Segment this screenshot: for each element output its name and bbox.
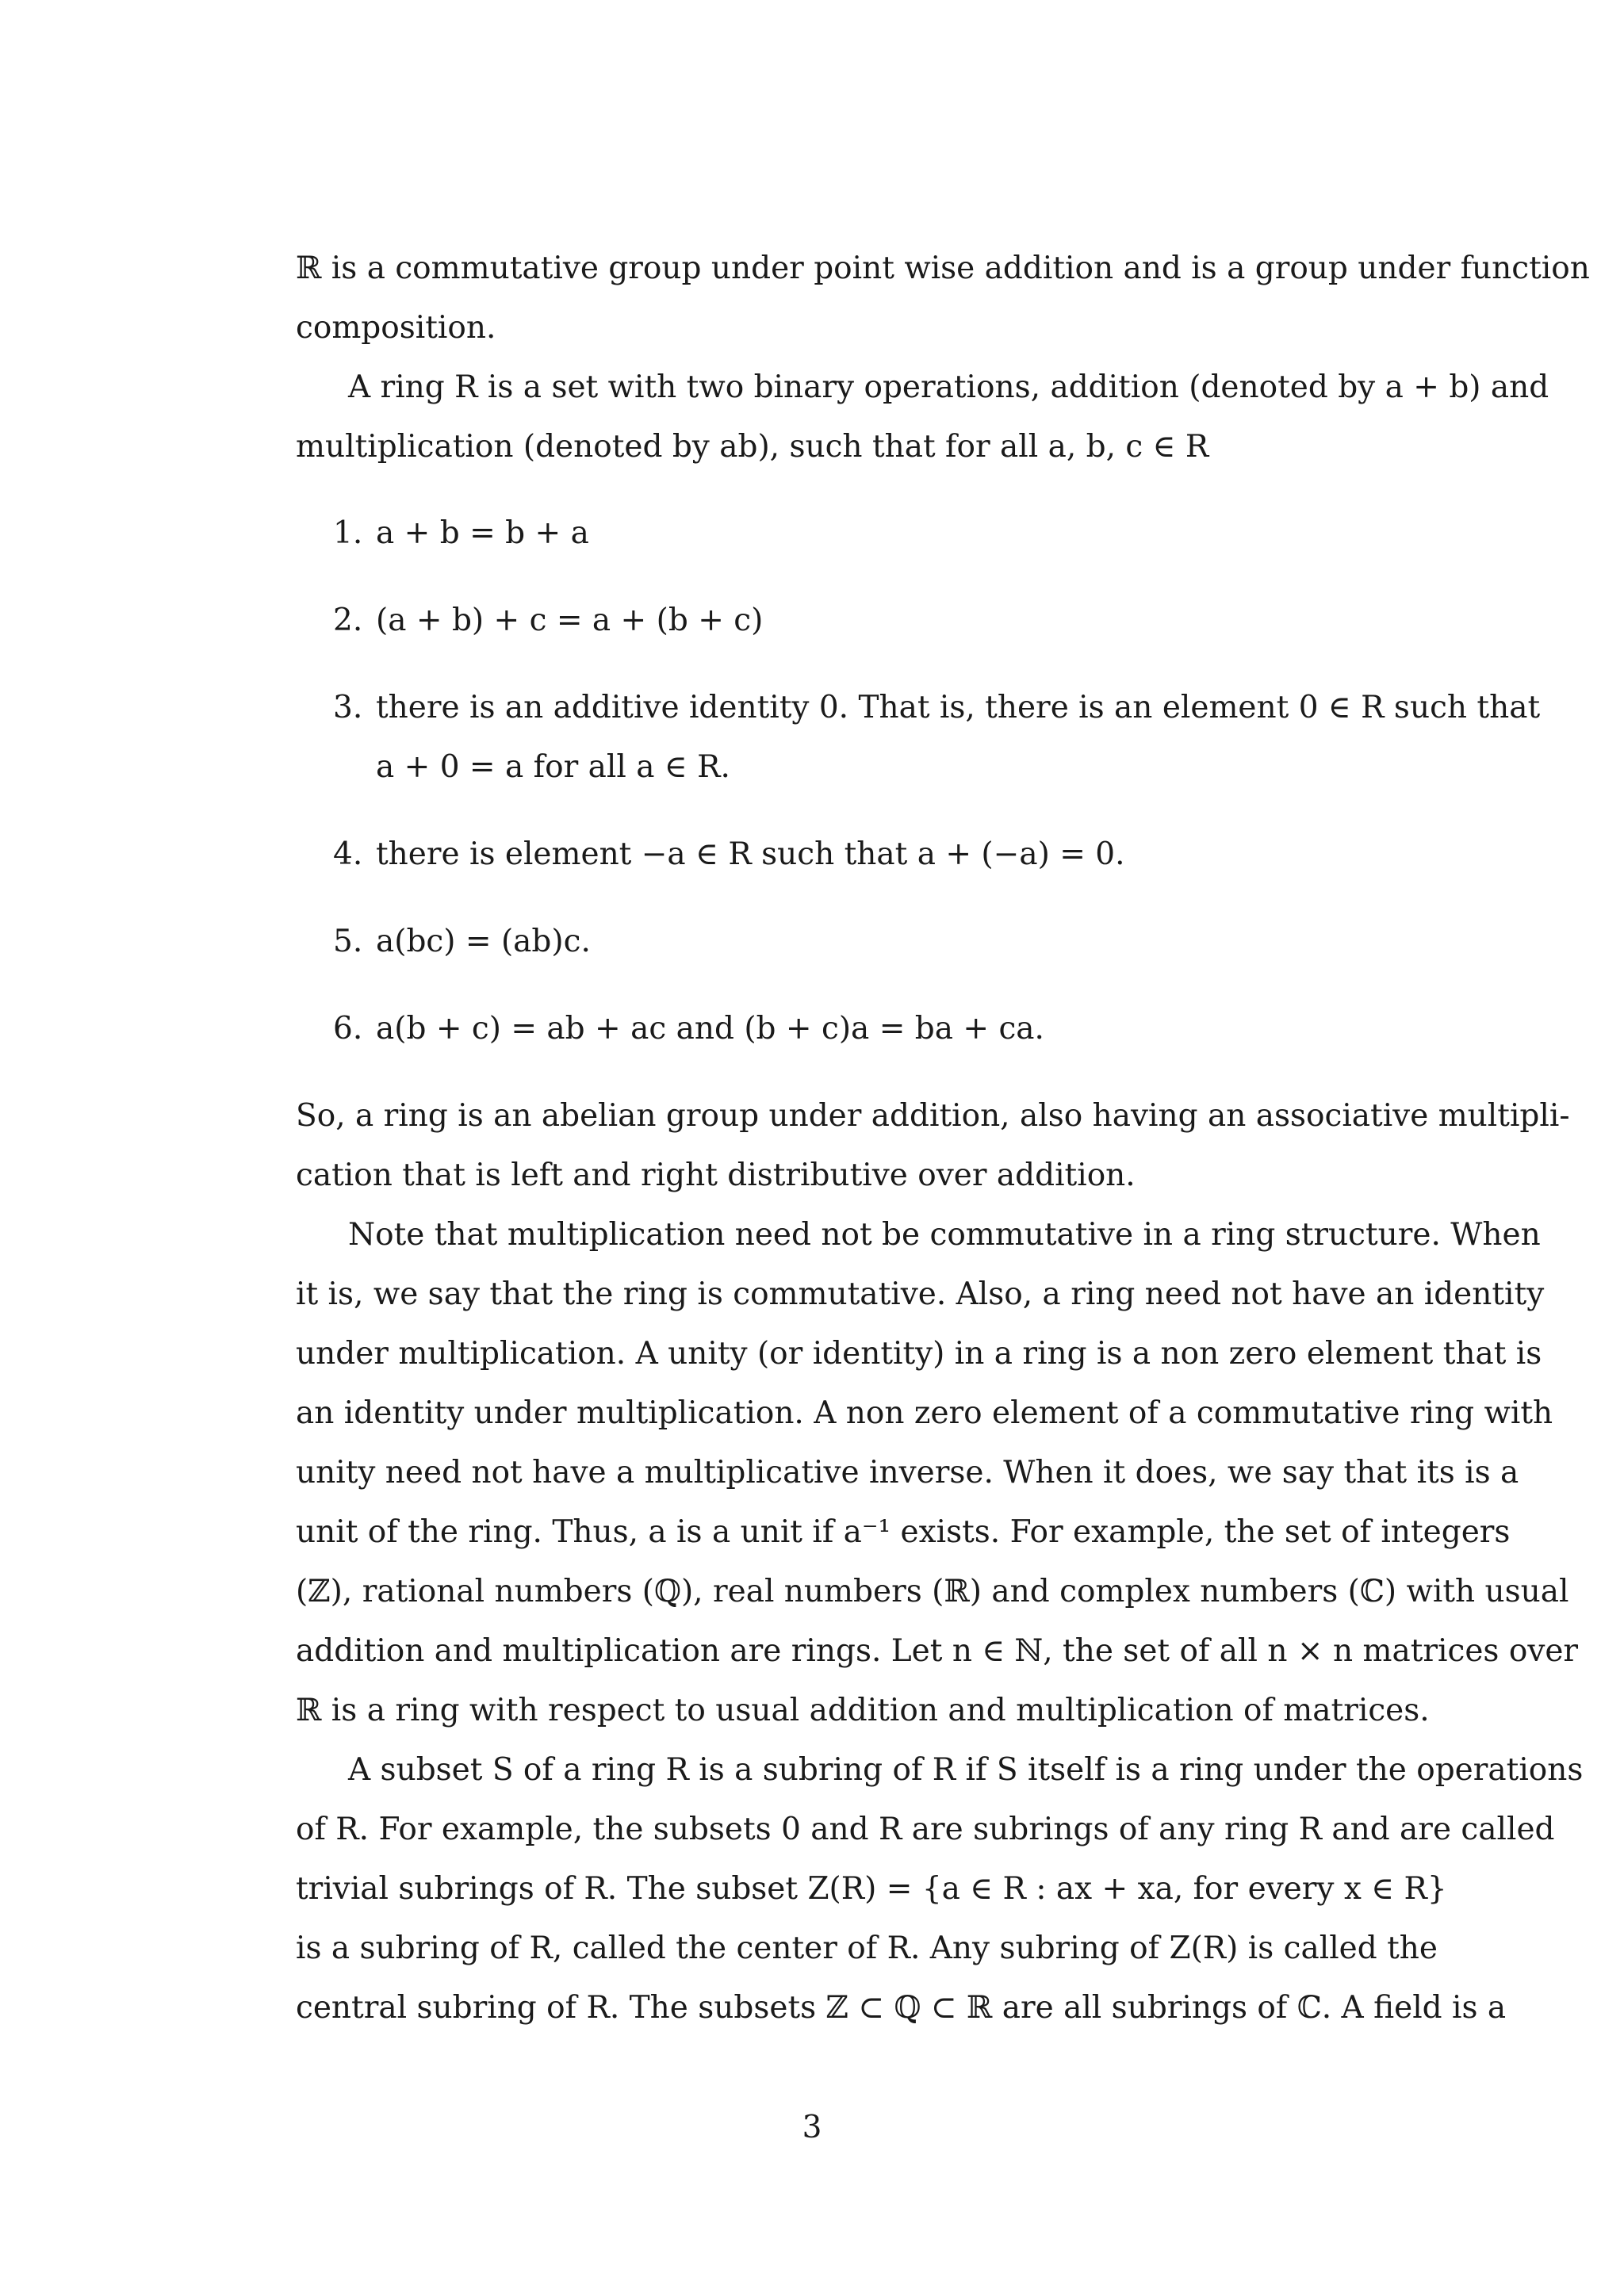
- list-item-text: a + b = b + a: [376, 515, 589, 551]
- list-item-number: 3.: [333, 690, 363, 725]
- list-item-number: 1.: [333, 515, 363, 551]
- paragraph-4-line: Note that multiplication need not be commutative in a ring structure. When: [348, 1217, 1541, 1253]
- list-item-text: (a + b) + c = a + (b + c): [376, 603, 764, 638]
- paragraph-4-line: addition and multiplication are rings. Let n ∈ ℕ, the set of all n × n matrices over: [296, 1633, 1579, 1669]
- paragraph-5-line: central subring of R. The subsets ℤ ⊂ ℚ ⊂ ℝ are all subrings of ℂ. A field is a: [296, 1990, 1507, 2026]
- paragraph-4-line: unity need not have a multiplicative inverse. When it does, we say that its is a: [296, 1455, 1519, 1490]
- paragraph-3-line: cation that is left and right distributive over addition.: [296, 1158, 1136, 1193]
- list-item-number: 5.: [333, 924, 363, 959]
- list-item-text: there is an additive identity 0. That is, there is an element 0 ∈ R such that: [376, 690, 1541, 725]
- paragraph-1-line: composition.: [296, 310, 496, 346]
- paragraph-4-line: it is, we say that the ring is commutative. Also, a ring need not have an identity: [296, 1276, 1545, 1312]
- paragraph-4-line: unit of the ring. Thus, a is a unit if a⁻¹ exists. For example, the set of integers: [296, 1514, 1511, 1550]
- paragraph-5-line: trivial subrings of R. The subset Z(R) = {a ∈ R : ax + xa, for every x ∈ R}: [296, 1871, 1447, 1907]
- paragraph-4-line: (ℤ), rational numbers (ℚ), real numbers (ℝ) and complex numbers (ℂ) with usual: [296, 1574, 1569, 1609]
- paragraph-2-line: A ring R is a set with two binary operations, addition (denoted by a + b) and: [348, 369, 1549, 405]
- paragraph-5-line: is a subring of R, called the center of R. Any subring of Z(R) is called the: [296, 1931, 1438, 1966]
- list-item-number: 4.: [333, 836, 363, 872]
- list-item-text: there is element −a ∈ R such that a + (−a) = 0.: [376, 836, 1125, 872]
- list-item-number: 6.: [333, 1011, 363, 1047]
- paragraph-3-line: So, a ring is an abelian group under addition, also having an associative multipli-: [296, 1098, 1570, 1134]
- list-item-number: 2.: [333, 603, 363, 638]
- paragraph-4-line: an identity under multiplication. A non zero element of a commutative ring with: [296, 1395, 1553, 1431]
- paragraph-5-line: of R. For example, the subsets 0 and R are subrings of any ring R and are called: [296, 1812, 1555, 1847]
- paragraph-2-line: multiplication (denoted by ab), such that for all a, b, c ∈ R: [296, 429, 1209, 465]
- list-item-text: a + 0 = a for all a ∈ R.: [376, 749, 730, 785]
- list-item-text: a(b + c) = ab + ac and (b + c)a = ba + ca.: [376, 1011, 1044, 1047]
- paragraph-4-line: under multiplication. A unity (or identity) in a ring is a non zero element that is: [296, 1336, 1542, 1372]
- list-item-text: a(bc) = (ab)c.: [376, 924, 591, 959]
- paragraph-5-line: A subset S of a ring R is a subring of R if S itself is a ring under the operations: [348, 1752, 1584, 1788]
- paragraph-1-line: ℝ is a commutative group under point wise addition and is a group under function: [296, 251, 1590, 286]
- paragraph-4-line: ℝ is a ring with respect to usual addition and multiplication of matrices.: [296, 1693, 1430, 1728]
- page-number: 3: [802, 2110, 822, 2145]
